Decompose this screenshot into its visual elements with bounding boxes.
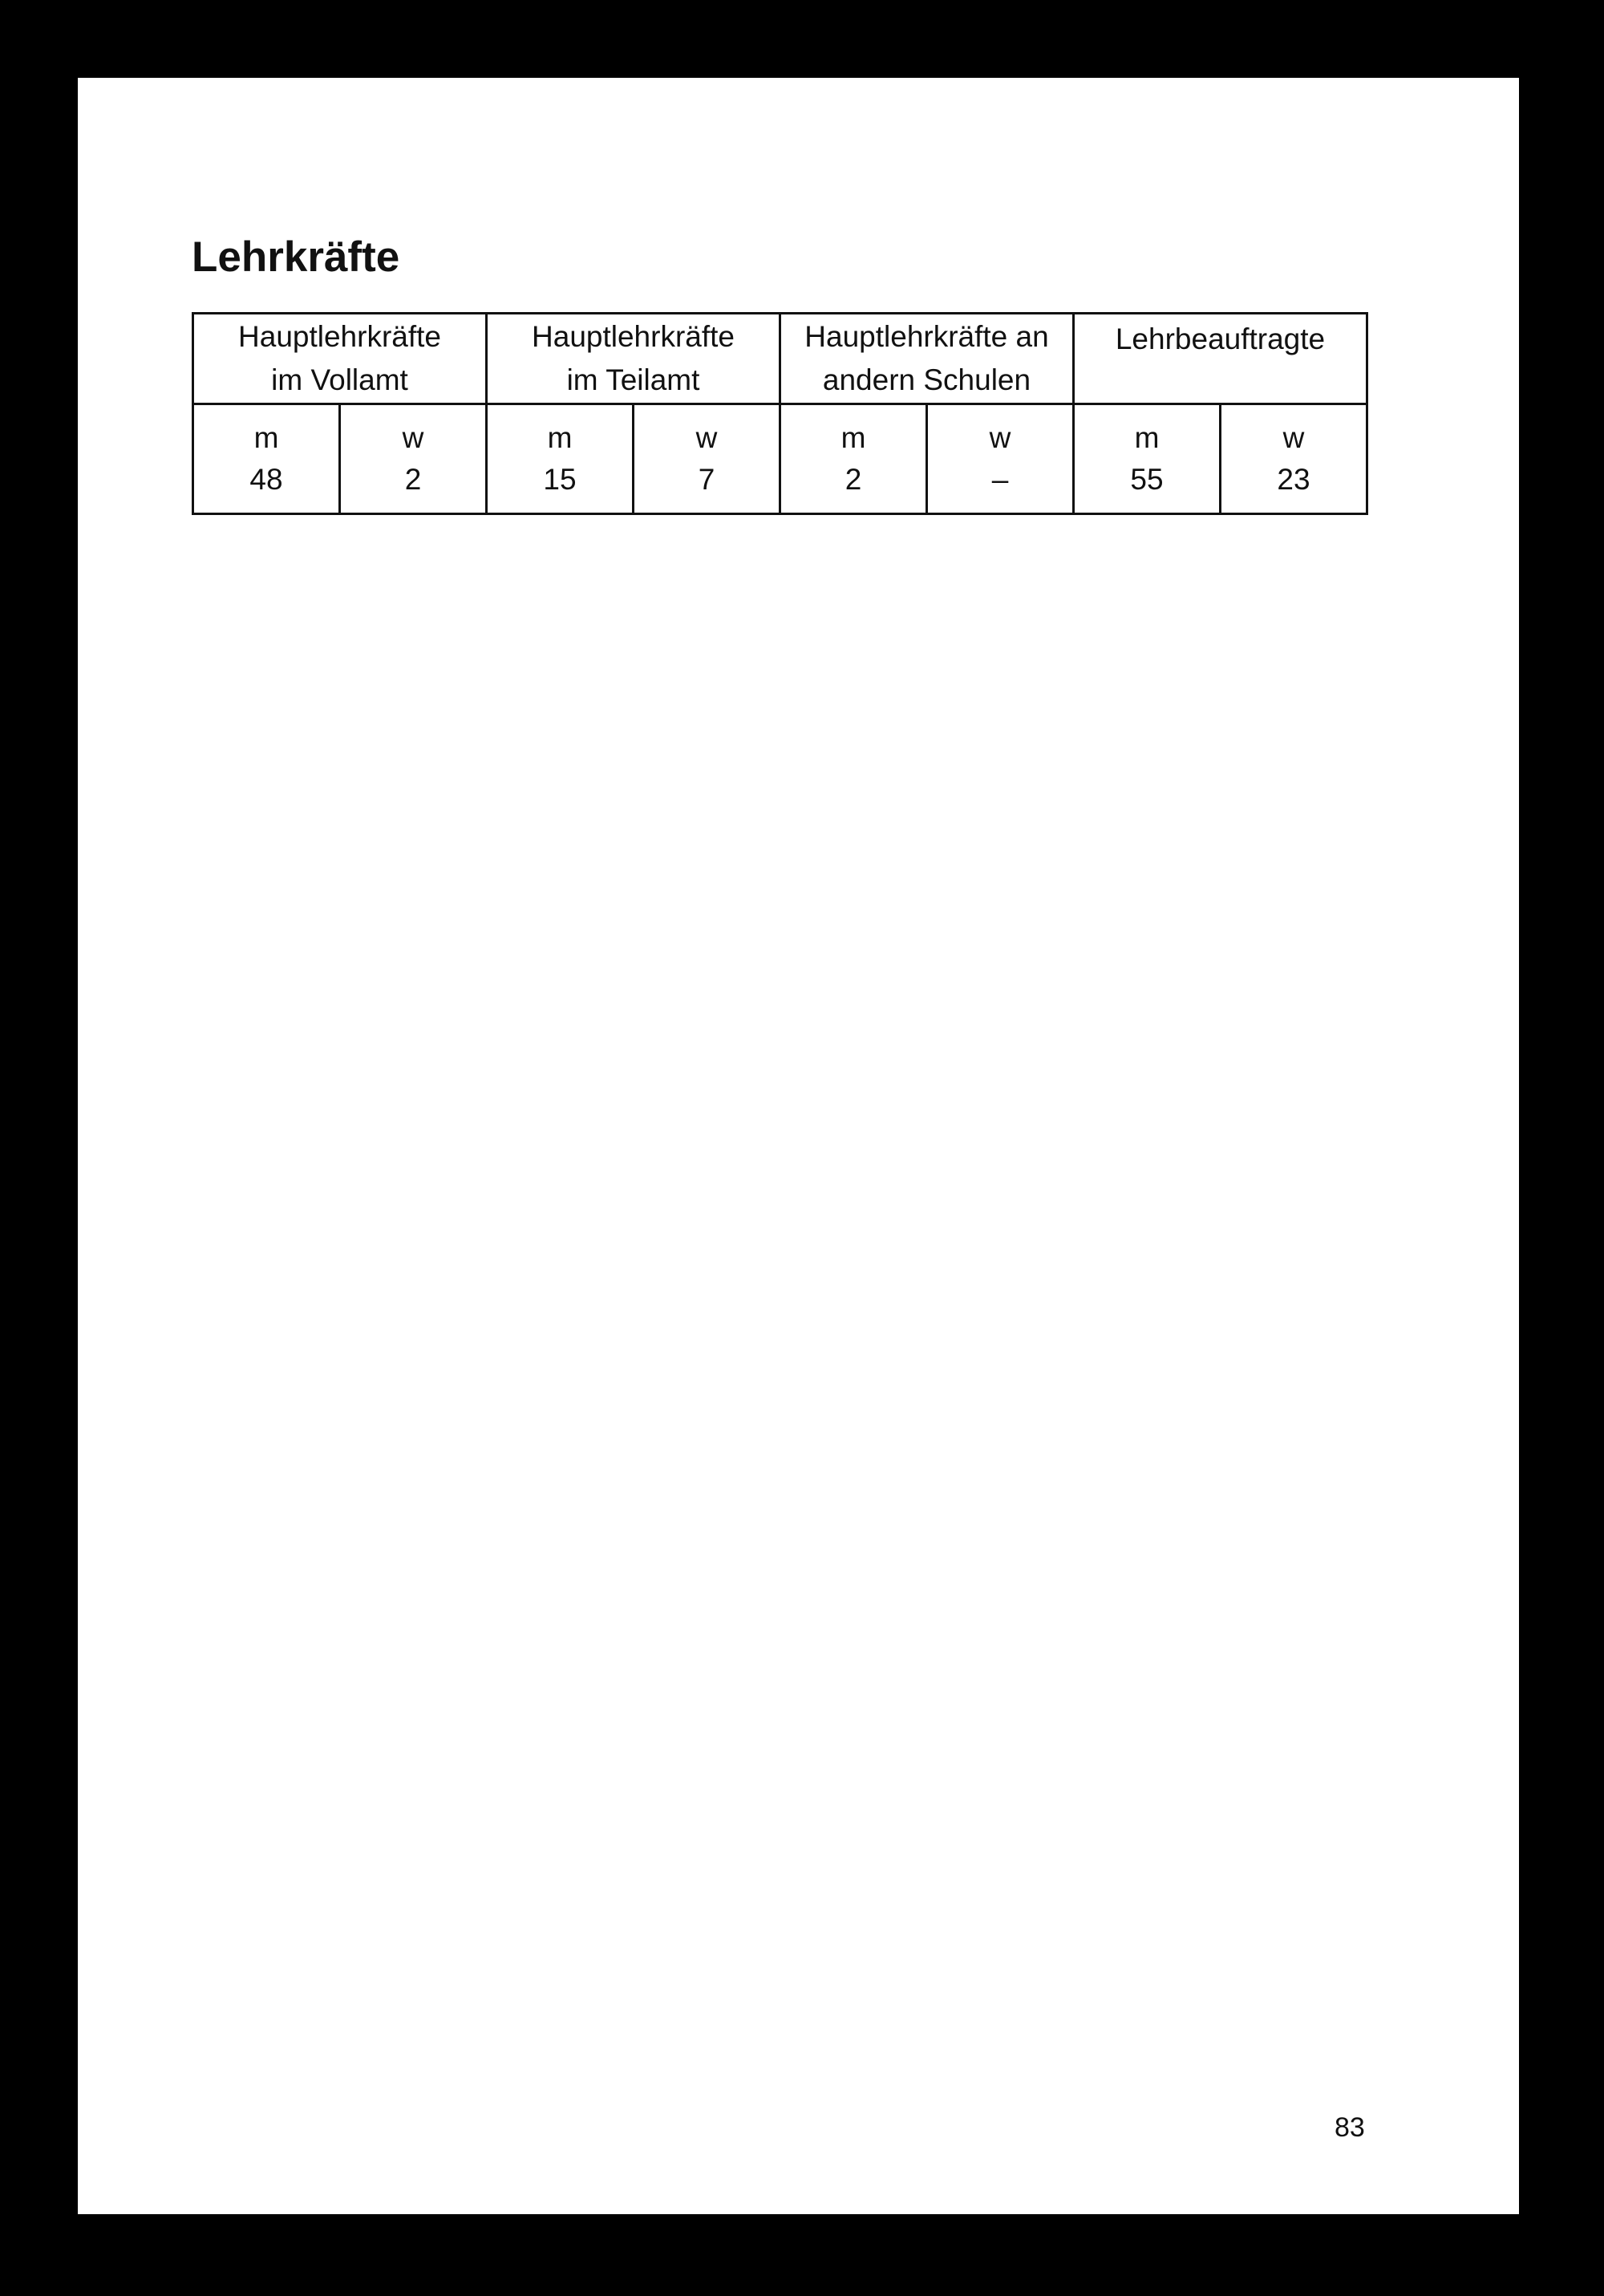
gender-label: w [402,421,424,454]
gender-label: w [695,421,718,454]
page-number: 83 [1335,2112,1365,2143]
table-cell-w [340,404,487,514]
document-page [78,78,1519,2214]
gender-label: m [1134,421,1160,454]
count-value: – [991,463,1009,496]
gender-label: w [989,421,1011,454]
gender-label: m [840,421,866,454]
table-cell-w [927,404,1074,514]
gender-label: m [253,421,279,454]
table-cell-m [780,404,927,514]
header-line-1: Hauptlehrkräfte an [804,320,1049,353]
column-group-header [193,314,487,404]
header-line-2: andern Schulen [822,363,1031,396]
header-line-1: Hauptlehrkräfte [532,320,735,353]
column-group-header [1074,314,1367,404]
count-value: 7 [698,463,715,496]
header-line-2: im Vollamt [271,363,408,396]
table-row [193,404,1367,514]
column-group-header [487,314,780,404]
count-value: 2 [404,463,422,496]
count-value: 23 [1277,463,1310,496]
header-line-2: im Teilamt [566,363,700,396]
teachers-table [192,312,1368,515]
column-group-header [780,314,1074,404]
header-line-1: Hauptlehrkräfte [238,320,441,353]
gender-label: w [1282,421,1305,454]
header-line-1: Lehrbeauftragte [1115,322,1326,355]
count-value: 55 [1130,463,1164,496]
section-heading: Lehrkräfte [192,233,400,281]
table-cell-m [1074,404,1221,514]
count-value: 2 [845,463,862,496]
table-header-row [193,314,1367,404]
gender-label: m [547,421,573,454]
table-cell-m [487,404,634,514]
count-value: 48 [249,463,283,496]
table-cell-w [1221,404,1367,514]
table-cell-w [634,404,780,514]
count-value: 15 [543,463,577,496]
table-cell-m [193,404,340,514]
